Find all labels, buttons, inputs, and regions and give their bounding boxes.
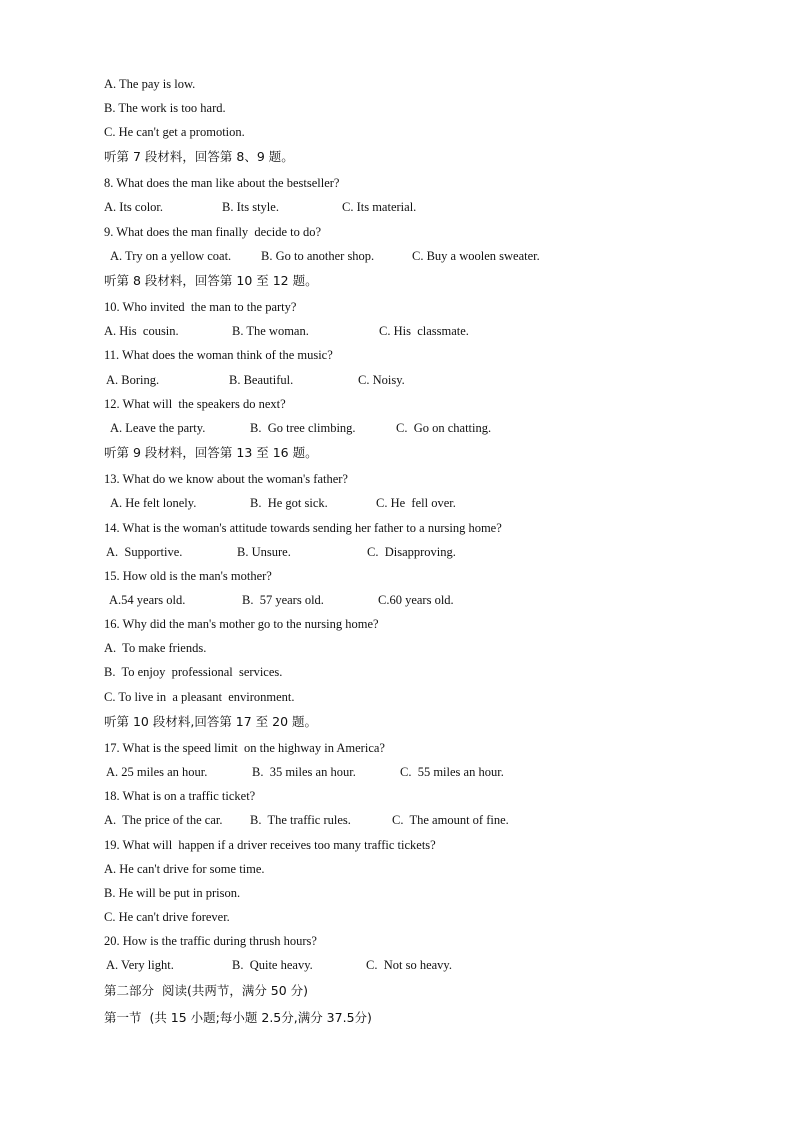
- option-line: B. The work is too hard.: [104, 101, 226, 115]
- option-a: A. Very light.: [106, 958, 174, 972]
- option-a: A. He felt lonely.: [110, 496, 197, 510]
- option-b: B. Quite heavy.: [232, 958, 313, 972]
- option-a: A. Boring.: [106, 373, 160, 387]
- option-b: B. He got sick.: [250, 496, 328, 510]
- option-c: C. Buy a woolen sweater.: [412, 249, 540, 263]
- option-a: A. 25 miles an hour.: [106, 765, 208, 779]
- option-b: B. Beautiful.: [229, 373, 294, 387]
- question-line: 20. How is the traffic during thrush hours?: [104, 934, 317, 948]
- option-line: C. To live in a pleasant environment.: [104, 690, 295, 704]
- question-line: 15. How old is the man's mother?: [104, 569, 272, 583]
- question-line: 14. What is the woman's attitude towards sending her father to a nursing home?: [104, 521, 502, 535]
- option-a: A. Its color.: [104, 200, 164, 214]
- part-heading: 第二部分 阅读(共两节，满分 50 分): [104, 983, 309, 998]
- section-heading: 第一节 (共 15 小题;每小题 2.5分,满分 37.5分): [104, 1010, 372, 1025]
- option-line: B. To enjoy professional services.: [104, 665, 283, 679]
- question-line: 9. What does the man finally decide to do?: [104, 225, 322, 239]
- option-line: C. He can't drive forever.: [104, 910, 230, 924]
- section-instruction: 听第 9 段材料，回答第 13 至 16 题。: [104, 445, 318, 460]
- option-c: C. Noisy.: [358, 373, 405, 387]
- question-line: 17. What is the speed limit on the highway in America?: [104, 741, 385, 755]
- question-line: 8. What does the man like about the bestseller?: [104, 176, 340, 190]
- option-a: A. The price of the car.: [104, 813, 223, 827]
- question-line: 18. What is on a traffic ticket?: [104, 789, 256, 803]
- option-b: B. 35 miles an hour.: [252, 765, 356, 779]
- option-c: C. His classmate.: [379, 324, 469, 338]
- option-c: C. Its material.: [342, 200, 417, 214]
- section-instruction: 听第 7 段材料，回答第 8、9 题。: [104, 149, 294, 164]
- option-b: B. Go tree climbing.: [250, 421, 356, 435]
- option-line: A. To make friends.: [104, 641, 207, 655]
- question-line: 13. What do we know about the woman's father?: [104, 472, 348, 486]
- option-c: C.60 years old.: [378, 593, 454, 607]
- question-line: 16. Why did the man's mother go to the nursing home?: [104, 617, 379, 631]
- option-a: A. Leave the party.: [110, 421, 206, 435]
- option-a: A. Supportive.: [106, 545, 183, 559]
- section-instruction: 听第 10 段材料,回答第 17 至 20 题。: [104, 714, 318, 729]
- section-instruction: 听第 8 段材料，回答第 10 至 12 题。: [104, 273, 318, 288]
- option-c: C. The amount of fine.: [392, 813, 509, 827]
- option-c: C. He fell over.: [376, 496, 456, 510]
- question-line: 12. What will the speakers do next?: [104, 397, 286, 411]
- option-a: A. His cousin.: [104, 324, 179, 338]
- question-line: 11. What does the woman think of the music?: [104, 348, 333, 362]
- question-line: 10. Who invited the man to the party?: [104, 300, 297, 314]
- option-c: C. Not so heavy.: [366, 958, 452, 972]
- option-b: B. The traffic rules.: [250, 813, 351, 827]
- option-b: B. The woman.: [232, 324, 309, 338]
- option-b: B. 57 years old.: [242, 593, 324, 607]
- option-line: A. The pay is low.: [104, 77, 196, 91]
- option-line: A. He can't drive for some time.: [104, 862, 265, 876]
- option-c: C. Go on chatting.: [396, 421, 492, 435]
- option-line: B. He will be put in prison.: [104, 886, 241, 900]
- question-line: 19. What will happen if a driver receives too many traffic tickets?: [104, 838, 436, 852]
- option-b: B. Go to another shop.: [261, 249, 375, 263]
- option-b: B. Unsure.: [237, 545, 291, 559]
- option-c: C. Disapproving.: [367, 545, 456, 559]
- option-b: B. Its style.: [222, 200, 279, 214]
- option-a: A.54 years old.: [109, 593, 186, 607]
- option-c: C. 55 miles an hour.: [400, 765, 504, 779]
- option-line: C. He can't get a promotion.: [104, 125, 245, 139]
- option-a: A. Try on a yellow coat.: [110, 249, 232, 263]
